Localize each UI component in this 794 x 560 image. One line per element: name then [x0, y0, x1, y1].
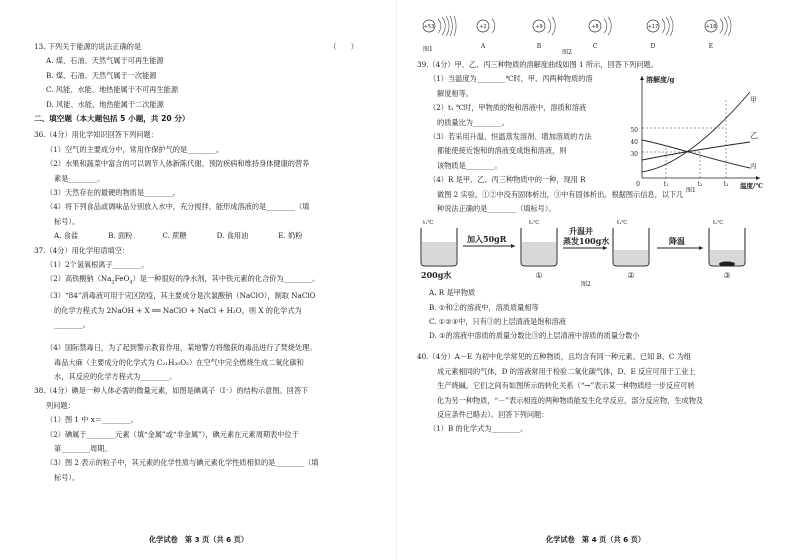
electron-shells	[438, 16, 456, 36]
beaker-liquid	[614, 250, 648, 265]
arrow-3-head	[699, 246, 703, 250]
step-1-label: 加入50gR	[467, 234, 507, 245]
nucleus-label: +18	[705, 24, 717, 30]
y-axis-arrow	[640, 76, 644, 80]
q39-line: （3）若采用升温、恒温蒸发溶剂、增加溶质的方法	[429, 131, 592, 141]
q39-option-b: B. ①和②的溶液中，溶质质量相等	[429, 302, 539, 312]
arrow-2-head	[603, 246, 607, 250]
atom-iodide	[423, 16, 456, 36]
step-2-label-a: 升温并	[569, 226, 593, 237]
page-footer: 化学试卷 第 4 页（共 6 页）	[545, 535, 646, 544]
q13-option-a: A. 煤、石油、天然气属于可再生能源	[46, 56, 164, 66]
q40-line: 化为另一种物质，“－”表示相连的两种物质能发生化学反应，部分反应物，生成物及	[437, 395, 704, 405]
q39-line: 该物质是________。	[437, 160, 502, 170]
x-tick-0: 0	[636, 181, 640, 188]
q40-line: （1）B 的化学式为________。	[429, 424, 528, 434]
fig2-beaker-caption: 图2	[581, 281, 591, 289]
q36-option-a: A. 食盐	[54, 231, 79, 241]
q39-option-c: C. ①②③中，只有③的上层清液是饱和溶液	[429, 317, 566, 327]
beaker-start	[421, 228, 457, 266]
q38-line: （2）碘属于________元素（填“金属”或“非金属”），碘元素在元素周期表中位于	[46, 429, 299, 439]
series-label-yi: 乙	[750, 131, 758, 140]
y-axis-label: 溶解度/g	[646, 75, 675, 84]
q13-option-d: D. 风能、水能、地热能属于二次能源	[46, 99, 164, 109]
q37-l2a: （2）高铁酸钠（Na	[46, 274, 112, 284]
q36-options	[34, 231, 364, 240]
answer-bracket: （ ）	[329, 42, 358, 51]
q36-option-b: B. 面粉	[108, 231, 133, 241]
q37-line-2	[34, 274, 364, 286]
beaker-number-2: ②	[627, 271, 635, 281]
atom-label-c: C	[592, 43, 598, 50]
electron-shells	[548, 17, 555, 35]
q36-option-e: E. 奶粉	[278, 231, 303, 241]
temp-label-1: t₁℃	[423, 220, 434, 227]
atom-b	[533, 17, 555, 35]
series-label-jia: 甲	[750, 96, 757, 104]
q13-option-b: B. 煤、石油、天然气属于一次能源	[46, 70, 157, 80]
q36-line: （4）将下列食品或调味品分别放入水中，充分搅拌，能形成溶液的是________（填	[46, 202, 310, 212]
atom-structure-figures	[417, 12, 772, 54]
q36-line: 素是________。	[54, 173, 105, 183]
beaker-2	[613, 228, 649, 266]
electron-shells	[604, 17, 611, 35]
q39-line: 种说法正确的是________（填标号）。	[437, 203, 556, 213]
y-tick-50: 50	[630, 127, 638, 134]
q39-line: 解度相等。	[437, 88, 473, 98]
q40-line: 反应条件已略去）。回答下列问题：	[437, 410, 549, 420]
nucleus-label: +9	[535, 24, 543, 30]
q38-line: （3）图 2 表示的粒子中，其元素的化学性质与碘元素化学性质相似的是________（填	[46, 458, 319, 468]
beaker-number-1: ①	[535, 271, 543, 281]
nucleus-label: +17	[647, 24, 659, 30]
water-label: 200g水	[421, 270, 452, 281]
beaker-liquid	[422, 242, 456, 265]
q39-line: 都能使接近饱和的溶液变成饱和溶液，则	[437, 146, 567, 156]
q13-text: 13. 下列关于能源的说法正确的是	[34, 42, 142, 51]
q36-line: （1）空气的主要成分中，常用作保护气的是________。	[46, 144, 224, 154]
q39-line: 的质量比为________。	[437, 117, 509, 127]
atom-d	[647, 16, 673, 36]
q37-l2b: FeO	[114, 274, 130, 284]
right-column	[417, 24, 772, 439]
x-tick-t1: t₁	[663, 181, 669, 188]
y-tick-40: 40	[630, 139, 638, 146]
q13-stem	[34, 42, 364, 51]
section-heading-fill-blank: 二、填空题（本大题包括 5 小题，共 20 分）	[34, 113, 190, 123]
beaker-diagram	[417, 218, 772, 288]
curve-jia	[642, 92, 750, 172]
q36-line: （2）水果和蔬菜中富含的可以调节人体新陈代谢、预防疾病和维持身体健康的营养	[46, 159, 310, 169]
temp-label-3: t₁℃	[617, 220, 628, 227]
atom-label-a: A	[480, 43, 486, 50]
step-3-label: 降温	[669, 236, 685, 247]
beaker-number-3: ③	[723, 271, 731, 281]
fig2-caption: 图2	[562, 49, 572, 56]
q37-l2c: ）是一种很好的净水剂，其中铁元素的化合价为________。	[132, 274, 320, 284]
nucleus-label: +53	[423, 24, 435, 30]
q40-line: 成元素相同的气体，D 的溶液常用于检验二氧化碳气体，D、E 反应可用于工业上	[437, 366, 696, 376]
q40-line: 生产烧碱。它们之间有如图所示的转化关系（“→”表示某一种物质经一步反应可转	[437, 381, 695, 391]
q37-line-1: （1）2个氢氧根离子________。	[46, 259, 149, 269]
q36-option-c: C. 蔗糖	[162, 231, 187, 241]
q36-line: 标号）。	[54, 216, 80, 226]
x-tick-t3: t₃	[723, 181, 729, 188]
temp-label-4: t₂℃	[713, 220, 724, 227]
q37-line-5: ________。	[54, 320, 90, 330]
nucleus-label: +2	[479, 24, 487, 30]
q36-line: （3）天然存在的最硬的物质是________。	[46, 188, 180, 197]
q37-line-4: 的化学方程式为 2NaOH + X ══ NaClO + NaCl + H₂O，则 X 的化学式为	[54, 305, 302, 315]
atom-diagrams	[417, 12, 772, 54]
solubility-chart	[622, 68, 772, 194]
q38-line: 第________周期。	[54, 443, 112, 453]
q37-sub-2: 4	[129, 279, 133, 286]
q38-line: 标号）。	[54, 472, 80, 482]
arrow-1-head	[511, 244, 515, 248]
q36-option-d: D. 食用油	[216, 231, 249, 241]
q39-line: （4）R 是甲、乙、丙三种物质中的一种，现用 R	[429, 175, 586, 185]
temp-label-2: t₂℃	[529, 220, 540, 227]
precipitate	[719, 262, 735, 267]
q37-line-7: 毒品大麻（主要成分的化学式为 C₂₁H₃₀O₂）在空气中完全燃烧生成二氧化碳和	[54, 357, 304, 367]
atom-label-d: D	[650, 43, 656, 50]
atom-label-b: B	[536, 43, 542, 50]
q40-line: 40.（4分）A－E 为初中化学常见的五种物质，且均含有同一种元素。已知 B、C 为组	[417, 352, 692, 362]
q38-line: （1）图 1 中 x＝________。	[46, 415, 138, 425]
q39-option-d: D. ①的溶液中溶质的质量分数比③的上层清液中溶质的质量分数小	[429, 331, 640, 341]
left-column	[34, 42, 364, 487]
y-tick-30: 30	[630, 151, 638, 158]
beaker-3	[709, 228, 745, 267]
q37-stem: 37.（4分）用化学用语填空：	[34, 245, 130, 255]
q37-line-3: （3）“84”消毒液可用于灾区防疫，其主要成分是次氯酸钠（NaClO），制取 NaClO	[46, 291, 316, 301]
series-label-bing: 丙	[750, 162, 757, 170]
q39-stem: 39.（4分）甲、乙、丙三种物质的溶解度曲线如图 1 所示，回答下列问题。	[417, 60, 658, 69]
atom-label-e: E	[708, 43, 714, 50]
q39-line: （2）t₁ ℃时，甲物质的饱和溶液中，溶质和溶液	[429, 103, 587, 113]
q38-stem: 38.（4分）碘是一种人体必需的微量元素，如图是碘离子（I⁻）的结构示意图。回答下	[34, 386, 309, 396]
experiment-figure	[417, 218, 772, 288]
q39-line: 做图 2 实验，①②中没有固体析出，③中有固体析出。根据图示信息，以下几	[437, 189, 684, 199]
electron-shells	[720, 16, 731, 36]
q39-option-a: A. R 是甲物质	[429, 288, 476, 298]
step-2-label-b: 蒸发100g水	[563, 236, 610, 247]
exam-page-4	[397, 0, 794, 560]
q38-stem-2: 列问题：	[46, 400, 75, 410]
beaker-1	[521, 228, 557, 266]
q37-sub-1: 2	[111, 279, 115, 286]
atom-e	[705, 16, 731, 36]
electron-shells	[492, 19, 495, 33]
x-axis-arrow	[756, 176, 760, 180]
q37-line-6: （4）国际禁毒日，为了起到警示教育作用，某地警方将缴获的毒品进行了焚烧处理。	[46, 343, 317, 353]
page-footer: 化学试卷 第 3 页（共 6 页）	[148, 535, 249, 544]
q36-stem: 36.（4分）用化学知识回答下列问题：	[34, 130, 158, 140]
fig1-caption: 图1	[423, 46, 433, 53]
chart-fig-caption: 图1	[686, 187, 696, 194]
x-axis-label: 温度/℃	[740, 182, 764, 190]
q13-option-c: C. 风能、水能、地热能属于不可再生能源	[46, 85, 179, 95]
q37-line-8: 水，其反应的化学方程式为________。	[54, 371, 177, 381]
atom-a	[477, 19, 495, 33]
nucleus-label: +8	[591, 24, 599, 30]
q39-line: （1）当温度为________℃时，甲、丙两种物质的溶	[429, 74, 593, 84]
beaker-liquid	[522, 242, 556, 265]
x-tick-t2: t₂	[697, 181, 703, 188]
atom-c	[589, 17, 611, 35]
q39-block	[417, 60, 772, 213]
electron-shells	[662, 16, 673, 36]
